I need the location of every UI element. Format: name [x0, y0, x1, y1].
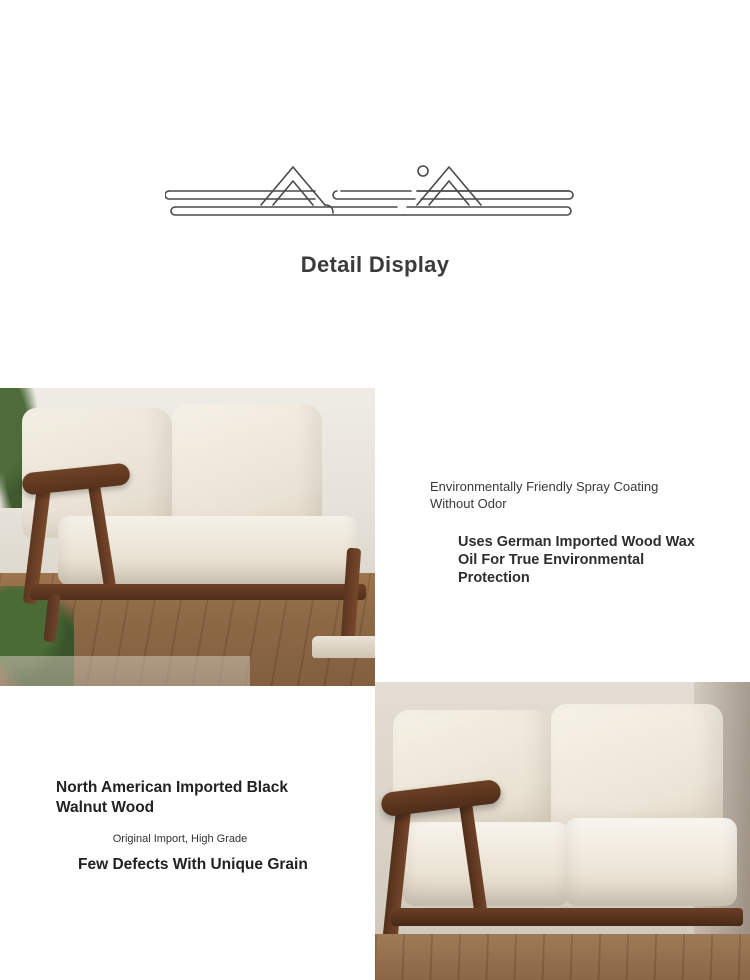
sofa-full-view-image: [375, 682, 750, 980]
photo1-side-table: [312, 636, 375, 658]
photo2-seat-cushion-right: [565, 818, 737, 906]
photo2-base-rail: [391, 908, 743, 926]
header-ornament: [0, 140, 750, 240]
sofa-armrest-closeup-image: [0, 388, 375, 686]
feature-text-wood-wax-oil: Uses German Imported Wood Wax Oil For True Environmental Protection: [458, 534, 695, 586]
photo2-back-cushion-right: [551, 704, 723, 832]
page-title: Detail Display: [300, 252, 450, 277]
photo1-rug: [0, 656, 250, 686]
feature-text-spray-coating: Environmentally Friendly Spray Coating Without Odor: [430, 479, 659, 511]
mountain-line-ornament: [165, 155, 585, 225]
photo1-base-rail: [30, 584, 366, 600]
feature-subtext-original-import: Original Import, High Grade: [112, 833, 248, 845]
feature-text-unique-grain: Few Defects With Unique Grain: [78, 856, 308, 873]
feature-text-black-walnut: North American Imported Black Walnut Wood: [56, 779, 288, 816]
photo2-floor: [375, 934, 750, 980]
photo2-seat-cushion-left: [403, 822, 569, 906]
